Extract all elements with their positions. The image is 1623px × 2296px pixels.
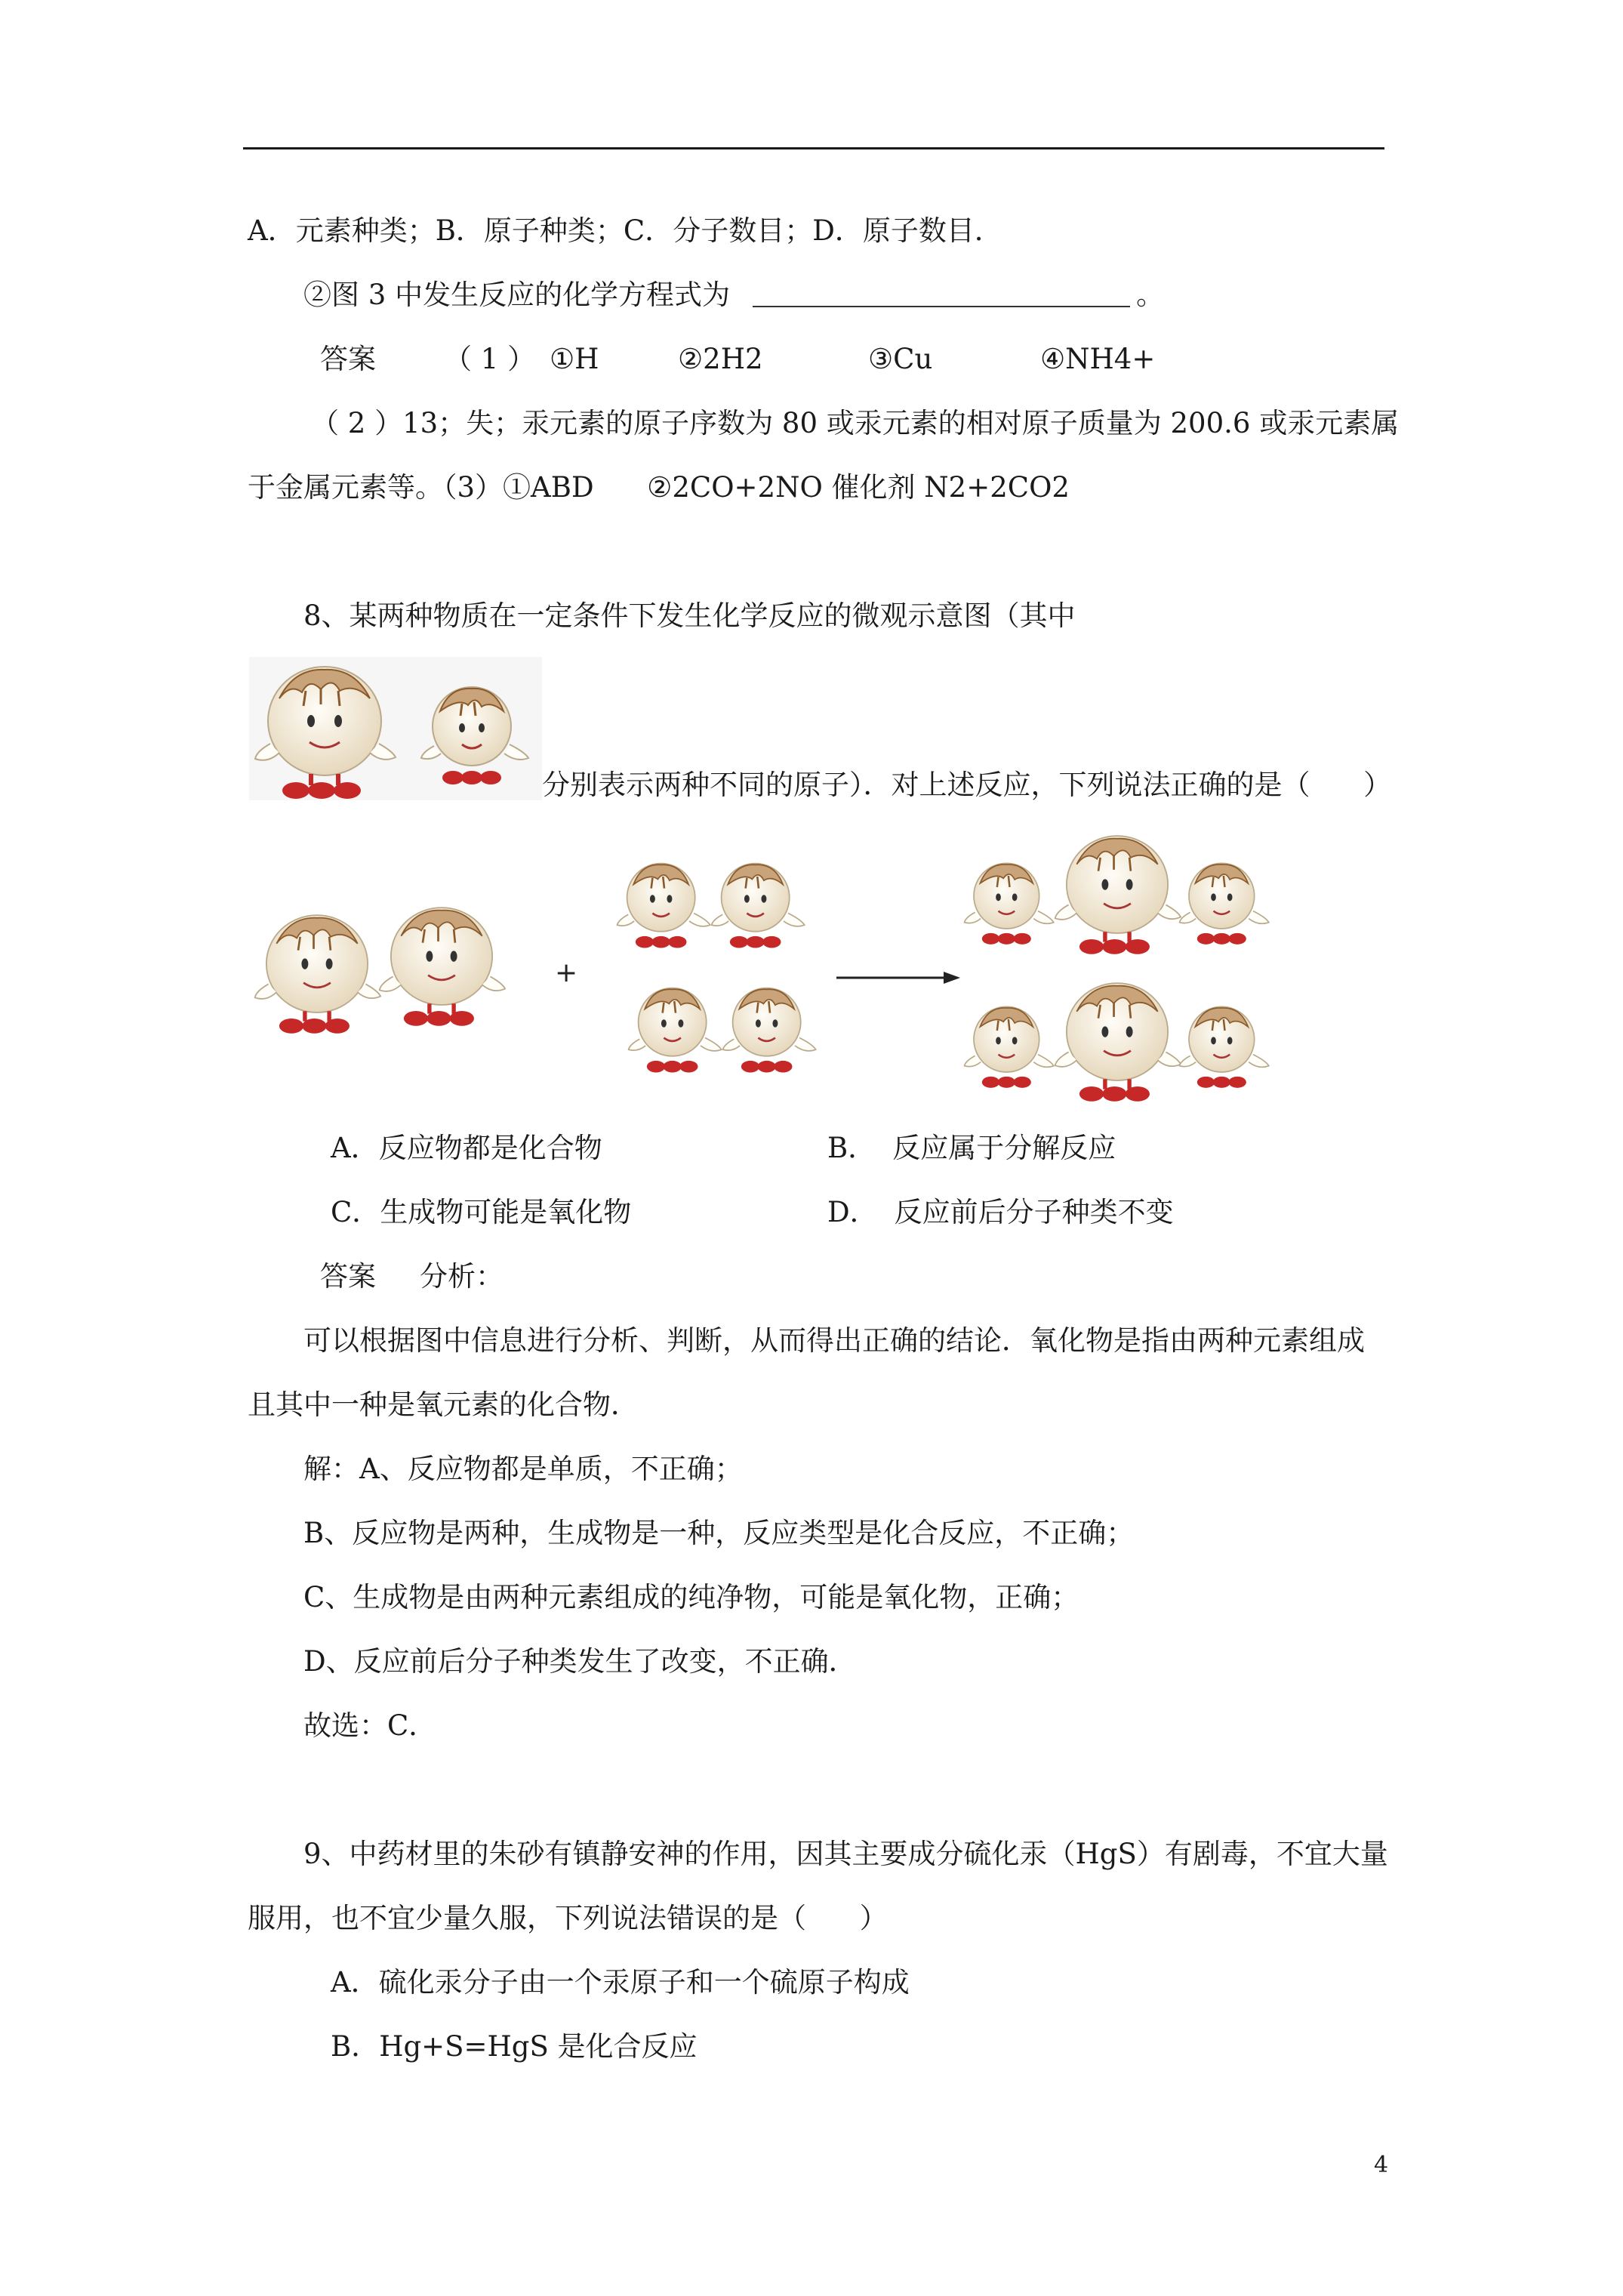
option-label: A． bbox=[331, 1132, 379, 1164]
q8-option-a bbox=[331, 1129, 602, 1168]
q8-analysis-line1: 可以根据图中信息进行分析、判断，从而得出正确的结论．氧化物是指由两种元素组成 bbox=[303, 1324, 1365, 1357]
q7-sub2-prefix: ②图 3 中发生反应的化学方程式为 bbox=[303, 279, 731, 311]
q7-answer-item: （ 1 ） bbox=[444, 343, 536, 375]
reactant-small-atom-icon bbox=[712, 864, 805, 948]
q7-sub2 bbox=[303, 276, 1164, 315]
q8-analysis-line2: 且其中一种是氧元素的化合物． bbox=[248, 1388, 639, 1421]
reactant-big-atom-icon bbox=[255, 915, 380, 1034]
q7-options-line: A．元素种类；B．原子种类；C．分子数目；D．原子数目． bbox=[248, 214, 1002, 247]
q9-stem-line1: 9、中药材里的朱砂有镇静安神的作用，因其主要成分硫化汞（HgS）有剧毒，不宜大量 bbox=[303, 1838, 1388, 1870]
q7-answer-item: ②2H2 bbox=[678, 343, 763, 375]
q8-option-c bbox=[331, 1193, 631, 1232]
product-small-atom-icon bbox=[965, 863, 1054, 945]
header-rule bbox=[243, 147, 1384, 149]
reactant-small-atom-icon bbox=[629, 988, 722, 1073]
q7-answer-item: ①H bbox=[550, 343, 599, 375]
q8-final-choice: 故选：C． bbox=[303, 1709, 437, 1742]
reactant-small-atom-icon bbox=[617, 864, 710, 948]
option-label: B． bbox=[827, 1132, 876, 1164]
page-number: 4 bbox=[1374, 2152, 1389, 2178]
q7-answer-line3: 于金属元素等。（3）①ABD ②2CO+2NO 催化剂 N2+2CO2 bbox=[248, 471, 1070, 504]
option-text: 反应物都是化合物 bbox=[378, 1132, 602, 1164]
q9-option-b: B．Hg+S=HgS 是化合反应 bbox=[331, 2030, 698, 2063]
q8-answer-label: 答案 bbox=[320, 1260, 376, 1293]
reactant-small-atom-icon bbox=[723, 988, 816, 1073]
option-label: C． bbox=[331, 1196, 380, 1228]
product-small-atom-icon bbox=[1180, 863, 1269, 945]
q8-stem-line2: 分别表示两种不同的原子）．对上述反应，下列说法正确的是（ ） bbox=[542, 769, 1392, 801]
q8-option-b bbox=[827, 1129, 1116, 1168]
reaction-diagram bbox=[249, 827, 1321, 1114]
q9-stem-line2: 服用，也不宜少量久服，下列说法错误的是（ ） bbox=[248, 1902, 888, 1934]
q7-answer-item: ③Cu bbox=[868, 343, 933, 375]
option-text: 反应前后分子种类不变 bbox=[894, 1196, 1174, 1228]
option-text: 生成物可能是氧化物 bbox=[380, 1196, 632, 1228]
product-small-atom-icon bbox=[1180, 1006, 1269, 1088]
q8-solution-line: D、反应前后分子种类发生了改变，不正确． bbox=[303, 1645, 857, 1678]
q8-solution-line: B、反应物是两种，生成物是一种，反应类型是化合反应，不正确； bbox=[303, 1517, 1135, 1549]
option-text: 反应属于分解反应 bbox=[892, 1132, 1116, 1164]
q8-stem-line1: 8、某两种物质在一定条件下发生化学反应的微观示意图（其中 bbox=[303, 599, 1076, 632]
q8-solution-line: 解：A、反应物都是单质，不正确； bbox=[303, 1453, 743, 1485]
product-big-atom-icon bbox=[1055, 983, 1181, 1102]
q7-answer-line2: （ 2 ）13；失；汞元素的原子序数为 80 或汞元素的相对原子质量为 200.6 或汞元素属 bbox=[311, 407, 1400, 439]
option-label: D． bbox=[827, 1196, 878, 1228]
legend-atoms-figure bbox=[249, 657, 542, 800]
q7-answer-label: 答案 bbox=[320, 343, 376, 375]
q8-analysis-label: 分析： bbox=[420, 1260, 504, 1293]
q8-option-d bbox=[827, 1193, 1174, 1232]
reactant-big-atom-icon bbox=[380, 908, 505, 1026]
q8-solution-line: C、生成物是由两种元素组成的纯净物，可能是氧化物，正确； bbox=[303, 1581, 1079, 1613]
answer-blank bbox=[753, 280, 1130, 307]
q9-option-a: A．硫化汞分子由一个汞原子和一个硫原子构成 bbox=[331, 1966, 910, 1999]
q7-answer-item: ④NH4+ bbox=[1040, 343, 1156, 375]
plus-sign: + bbox=[555, 957, 578, 988]
product-big-atom-icon bbox=[1055, 836, 1181, 954]
q7-sub2-suffix: 。 bbox=[1136, 279, 1165, 311]
arrow-head-icon bbox=[944, 972, 960, 984]
product-small-atom-icon bbox=[965, 1006, 1054, 1088]
